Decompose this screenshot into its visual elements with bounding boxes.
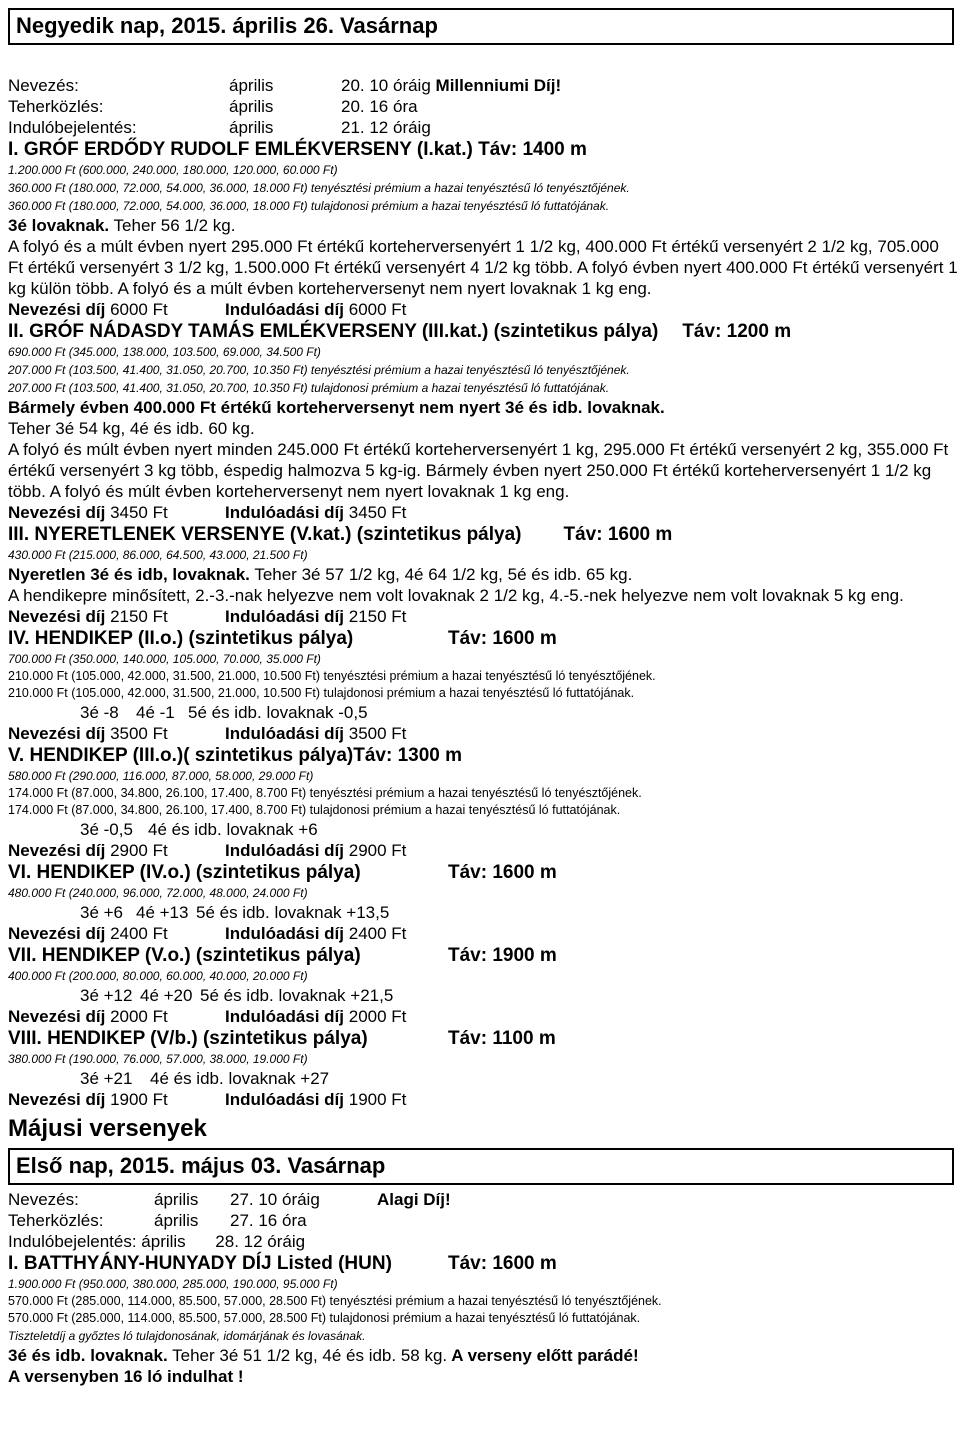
race-title: I. BATTHYÁNY-HUNYADY DÍJ Listed (HUN) Táv: 1600 m (8, 1253, 557, 1274)
race-title: I. GRÓF ERDŐDY RUDOLF EMLÉKVERSENY (I.kat.) Táv: 1400 m (8, 139, 587, 160)
race-conditions: Nyeretlen 3é és idb, lovaknak. Teher 3é 57 1/2 kg, 4é 64 1/2 kg, 5é és idb. 65 kg. (8, 565, 633, 584)
race-title: II. GRÓF NÁDASDY TAMÁS EMLÉKVERSENY (III.kat.) (szintetikus pálya) Táv: 1200 m (8, 321, 792, 342)
owner-premium: 210.000 Ft (105.000, 42.000, 31.500, 21.000, 10.500 Ft) tulajdonosi prémium a hazai tenyésztésű ló futtatójának. (8, 686, 635, 700)
entry-row: Indulóbejelentés: április 21. 12 óráig (8, 118, 431, 137)
entry-row: Nevezés: április 20. 10 óráig Millenniumi Díj! (8, 76, 562, 95)
race-prize: 380.000 Ft (190.000, 76.000, 57.000, 38.000, 19.000 Ft) (8, 1052, 308, 1066)
race-prize: 700.000 Ft (350.000, 140.000, 105.000, 70.000, 35.000 Ft) (8, 652, 321, 666)
owner-premium: 174.000 Ft (87.000, 34.800, 26.100, 17.400, 8.700 Ft) tulajdonosi prémium a hazai tenyésztésű ló futtatójának. (8, 803, 621, 817)
race-prize: 480.000 Ft (240.000, 96.000, 72.000, 48.000, 24.000 Ft) (8, 886, 308, 900)
fee-row: Nevezési díj 3500 Ft Indulóadási díj 3500 Ft (8, 724, 407, 743)
race-conditions: Bármely évben 400.000 Ft értékű korteherversenyt nem nyert 3é és idb. lovaknak. (8, 398, 665, 417)
race-description: A folyó és a múlt évben nyert 295.000 Ft értékű korteherversenyért 1 1/2 kg, 400.000 Ft értékű versenyért 2 1/2 kg, 705.000 Ft értékű versenyért 3 1/2 kg, 1.500.000 Ft értékű versenyért 4 1/2 kg több. A folyó évben nyert 400.000 Ft értékű versenyért 1 kg külön több. A folyó és a múlt évben korteherversenyt nem nyert lovaknak 1 kg eng. (8, 237, 958, 298)
trophy-note: Tiszteletdíj a győztes ló tulajdonosának, idomárjának és lovasának. (8, 1329, 366, 1343)
entry-row: Indulóbejelentés: április 28. 12 óráig (8, 1232, 306, 1251)
race-title: VI. HENDIKEP (IV.o.) (szintetikus pálya) Táv: 1600 m (8, 862, 557, 883)
section-heading: Májusi versenyek (8, 1115, 207, 1142)
day4-title: Negyedik nap, 2015. április 26. Vasárnap (8, 8, 954, 45)
breeder-premium: 210.000 Ft (105.000, 42.000, 31.500, 21.000, 10.500 Ft) tenyésztési prémium a hazai tenyésztésű ló tenyésztőjének. (8, 669, 656, 683)
race-weight: Teher 3é 54 kg, 4é és idb. 60 kg. (8, 419, 255, 438)
race-description: A folyó és múlt évben nyert minden 245.000 Ft értékű korteherversenyért 1 kg, 295.000 Ft értékű versenyért 2 kg, 355.000 Ft értékű versenyért 3 kg több, éspedig halmozva 5 kg-ig. Bármely évben nyert 250.000 Ft értékű korteherversenyért 1 1/2 kg több. A folyó és múlt évben korteherversenyt nem nyert lovaknak 1 kg eng. (8, 440, 949, 501)
fee-row: Nevezési díj 6000 Ft Indulóadási díj 6000 Ft (8, 300, 407, 319)
fee-row: Nevezési díj 1900 Ft Indulóadási díj 1900 Ft (8, 1090, 407, 1109)
entry-row: Teherközlés: április 20. 16 óra (8, 97, 418, 116)
owner-premium: 570.000 Ft (285.000, 114.000, 85.500, 57.000, 28.500 Ft) tulajdonosi prémium a hazai tenyésztésű ló futtatójának. (8, 1311, 641, 1325)
handicap-row: 3é +6 4é +13 5é és idb. lovaknak +13,5 (80, 903, 390, 922)
handicap-row: 3é +21 4é és idb. lovaknak +27 (80, 1069, 330, 1088)
race-conditions: 3é és idb. lovaknak. Teher 3é 51 1/2 kg, 4é és idb. 58 kg. A verseny előtt parádé! (8, 1346, 639, 1365)
fee-row: Nevezési díj 3450 Ft Indulóadási díj 3450 Ft (8, 503, 407, 522)
race-prize: 1.900.000 Ft (950.000, 380.000, 285.000, 190.000, 95.000 Ft) (8, 1277, 338, 1291)
handicap-row: 3é -8 4é -1 5é és idb. lovaknak -0,5 (80, 703, 368, 722)
race-conditions: 3é lovaknak. Teher 56 1/2 kg. (8, 216, 236, 235)
fee-row: Nevezési díj 2150 Ft Indulóadási díj 2150 Ft (8, 607, 407, 626)
race-title: VIII. HENDIKEP (V/b.) (szintetikus pálya) Táv: 1100 m (8, 1028, 556, 1049)
may-day-title: Első nap, 2015. május 03. Vasárnap (8, 1148, 954, 1185)
race-title: V. HENDIKEP (III.o.)( szintetikus pálya)Táv: 1300 m (8, 745, 463, 766)
handicap-row: 3é -0,5 4é és idb. lovaknak +6 (80, 820, 318, 839)
race-title: VII. HENDIKEP (V.o.) (szintetikus pálya) Táv: 1900 m (8, 945, 557, 966)
race-title: IV. HENDIKEP (II.o.) (szintetikus pálya) Táv: 1600 m (8, 628, 557, 649)
fee-row: Nevezési díj 2400 Ft Indulóadási díj 2400 Ft (8, 924, 407, 943)
race-prize: 690.000 Ft (345.000, 138.000, 103.500, 69.000, 34.500 Ft) (8, 345, 321, 359)
breeder-premium: 360.000 Ft (180.000, 72.000, 54.000, 36.000, 18.000 Ft) tenyésztési prémium a hazai tenyésztésű ló tenyésztőjének. (8, 181, 630, 195)
breeder-premium: 570.000 Ft (285.000, 114.000, 85.500, 57.000, 28.500 Ft) tenyésztési prémium a hazai tenyésztésű ló tenyésztőjének. (8, 1294, 662, 1308)
race-prize: 1.200.000 Ft (600.000, 240.000, 180.000, 120.000, 60.000 Ft) (8, 163, 338, 177)
starters-note: A versenyben 16 ló indulhat ! (8, 1367, 244, 1386)
race-title: III. NYERETLENEK VERSENYE (V.kat.) (szintetikus pálya) Táv: 1600 m (8, 524, 673, 545)
document (8, 8, 958, 1387)
fee-row: Nevezési díj 2000 Ft Indulóadási díj 2000 Ft (8, 1007, 407, 1026)
race-description: A hendikepre minősített, 2.-3.-nak helyezve nem volt lovaknak 2 1/2 kg, 4.-5.-nek helyezve nem volt lovaknak 5 kg eng. (8, 586, 904, 605)
entry-row: Teherközlés: április 27. 16 óra (8, 1211, 307, 1230)
owner-premium: 360.000 Ft (180.000, 72.000, 54.000, 36.000, 18.000 Ft) tulajdonosi prémium a hazai tenyésztésű ló futtatójának. (8, 199, 610, 213)
handicap-row: 3é +12 4é +20 5é és idb. lovaknak +21,5 (80, 986, 394, 1005)
breeder-premium: 207.000 Ft (103.500, 41.400, 31.050, 20.700, 10.350 Ft) tenyésztési prémium a hazai tenyésztésű ló tenyésztőjének. (8, 363, 630, 377)
race-prize: 580.000 Ft (290.000, 116.000, 87.000, 58.000, 29.000 Ft) (8, 769, 314, 783)
breeder-premium: 174.000 Ft (87.000, 34.800, 26.100, 17.400, 8.700 Ft) tenyésztési prémium a hazai tenyésztésű ló tenyésztőjének. (8, 786, 642, 800)
fee-row: Nevezési díj 2900 Ft Indulóadási díj 2900 Ft (8, 841, 407, 860)
race-prize: 400.000 Ft (200.000, 80.000, 60.000, 40.000, 20.000 Ft) (8, 969, 308, 983)
owner-premium: 207.000 Ft (103.500, 41.400, 31.050, 20.700, 10.350 Ft) tulajdonosi prémium a hazai tenyésztésű ló futtatójának. (8, 381, 610, 395)
race-prize: 430.000 Ft (215.000, 86.000, 64.500, 43.000, 21.500 Ft) (8, 548, 308, 562)
entry-row: Nevezés: április 27. 10 óráig Alagi Díj! (8, 1190, 451, 1209)
